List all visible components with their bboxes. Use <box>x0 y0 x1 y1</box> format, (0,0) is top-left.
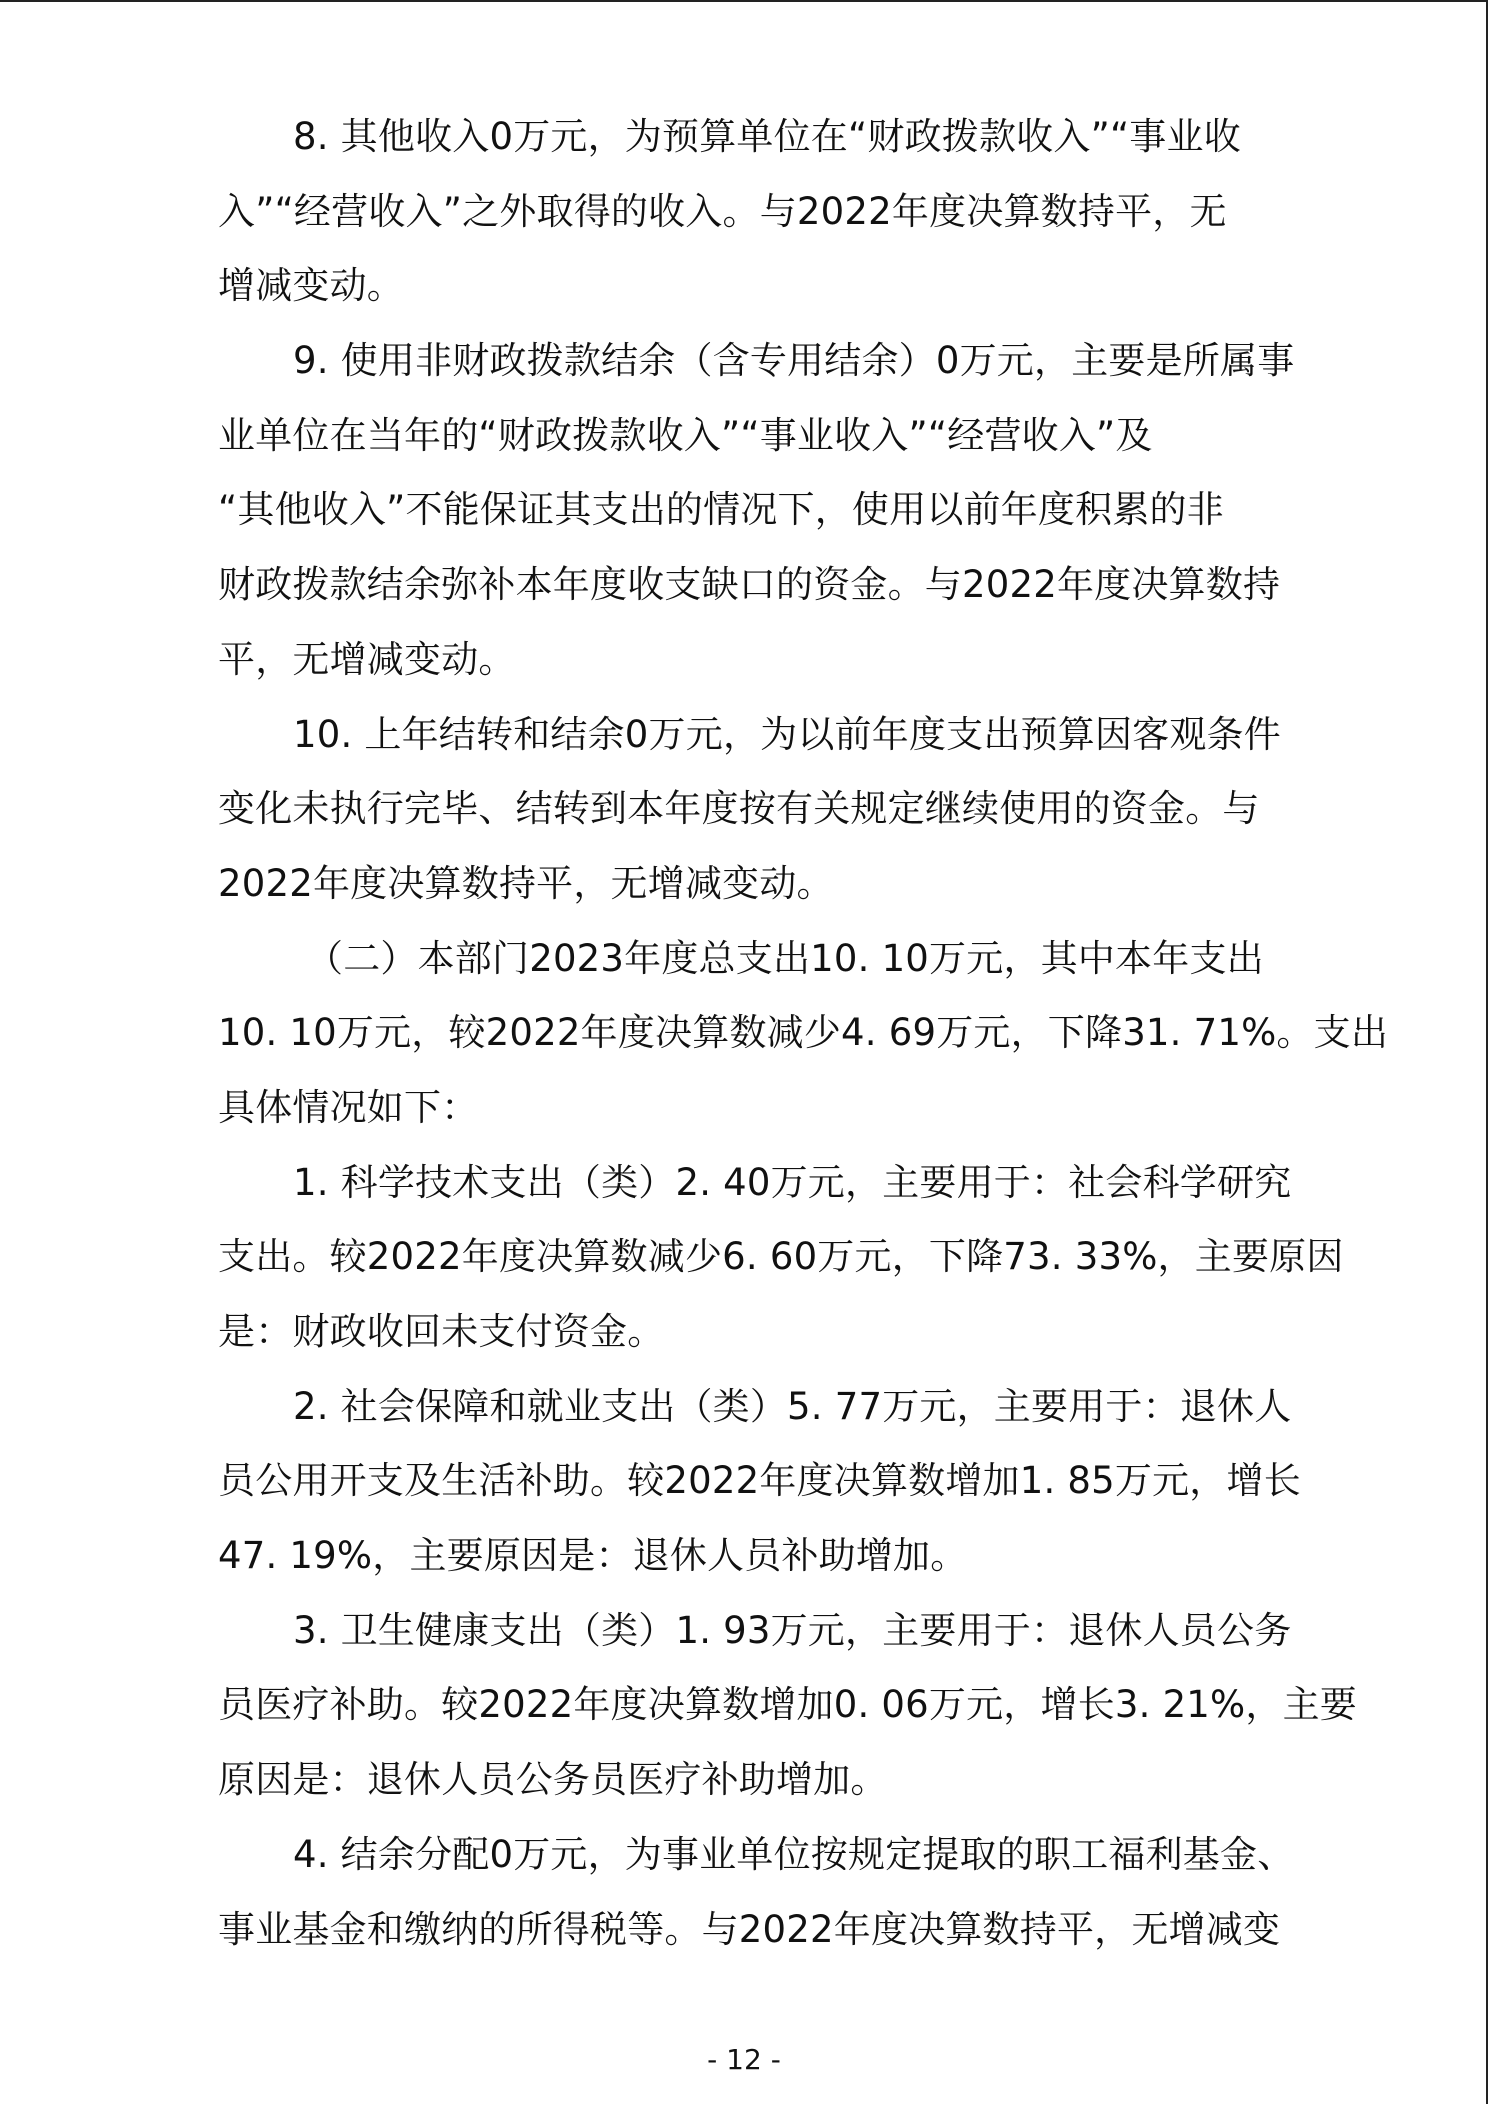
text-line: 47. 19%，主要原因是：退休人员补助增加。 <box>218 1534 968 1578</box>
text-line: 事业基金和缴纳的所得税等。与2022年度决算数持平，无增减变 <box>218 1907 1281 1951</box>
text-line: 增减变动。 <box>218 264 404 308</box>
text-line: 员公用开支及生活补助。较2022年度决算数增加1. 85万元，增长 <box>218 1459 1301 1503</box>
text-line: 9. 使用非财政拨款结余（含专用结余）0万元，主要是所属事 <box>293 339 1295 383</box>
document-body <box>218 100 1389 1967</box>
text-line: 支出。较2022年度决算数减少6. 60万元，下降73. 33%，主要原因 <box>218 1235 1344 1279</box>
text-line: 原因是：退休人员公务员医疗补助增加。 <box>218 1758 888 1802</box>
text-line: 3. 卫生健康支出（类）1. 93万元，主要用于：退休人员公务 <box>293 1608 1292 1652</box>
text-line: 具体情况如下： <box>218 1085 479 1129</box>
text-line: 1. 科学技术支出（类）2. 40万元，主要用于：社会科学研究 <box>293 1160 1292 1204</box>
text-line: 财政拨款结余弥补本年度收支缺口的资金。与2022年度决算数持 <box>218 563 1281 607</box>
text-line: 2. 社会保障和就业支出（类）5. 77万元，主要用于：退休人 <box>293 1384 1292 1428</box>
text-line: 4. 结余分配0万元，为事业单位按规定提取的职工福利基金、 <box>293 1832 1295 1876</box>
text-line: 是：财政收回未支付资金。 <box>218 1310 665 1353</box>
text-line: 8. 其他收入0万元，为预算单位在“财政拨款收入”“事业收 <box>293 115 1241 158</box>
text-line: 员医疗补助。较2022年度决算数增加0. 06万元，增长3. 21%，主要 <box>218 1683 1358 1727</box>
section-heading-line: （二）本部门2023年度总支出10. 10万元，其中本年支出 <box>306 936 1264 980</box>
text-line: 入”“经营收入”之外取得的收入。与2022年度决算数持平，无 <box>218 189 1227 233</box>
page-number: - 12 - <box>707 2043 781 2076</box>
text-line: 10. 10万元，较2022年度决算数减少4. 69万元，下降31. 71%。支出 <box>218 1011 1389 1055</box>
text-line: 变化未执行完毕、结转到本年度按有关规定继续使用的资金。与 <box>218 787 1260 831</box>
text-line: 10. 上年结转和结余0万元，为以前年度支出预算因客观条件 <box>293 712 1281 756</box>
text-line: 2022年度决算数持平，无增减变动。 <box>218 861 834 905</box>
text-line: “其他收入”不能保证其支出的情况下，使用以前年度积累的非 <box>218 488 1224 532</box>
text-line: 业单位在当年的“财政拨款收入”“事业收入”“经营收入”及 <box>218 413 1153 457</box>
text-line: 平，无增减变动。 <box>218 637 516 681</box>
